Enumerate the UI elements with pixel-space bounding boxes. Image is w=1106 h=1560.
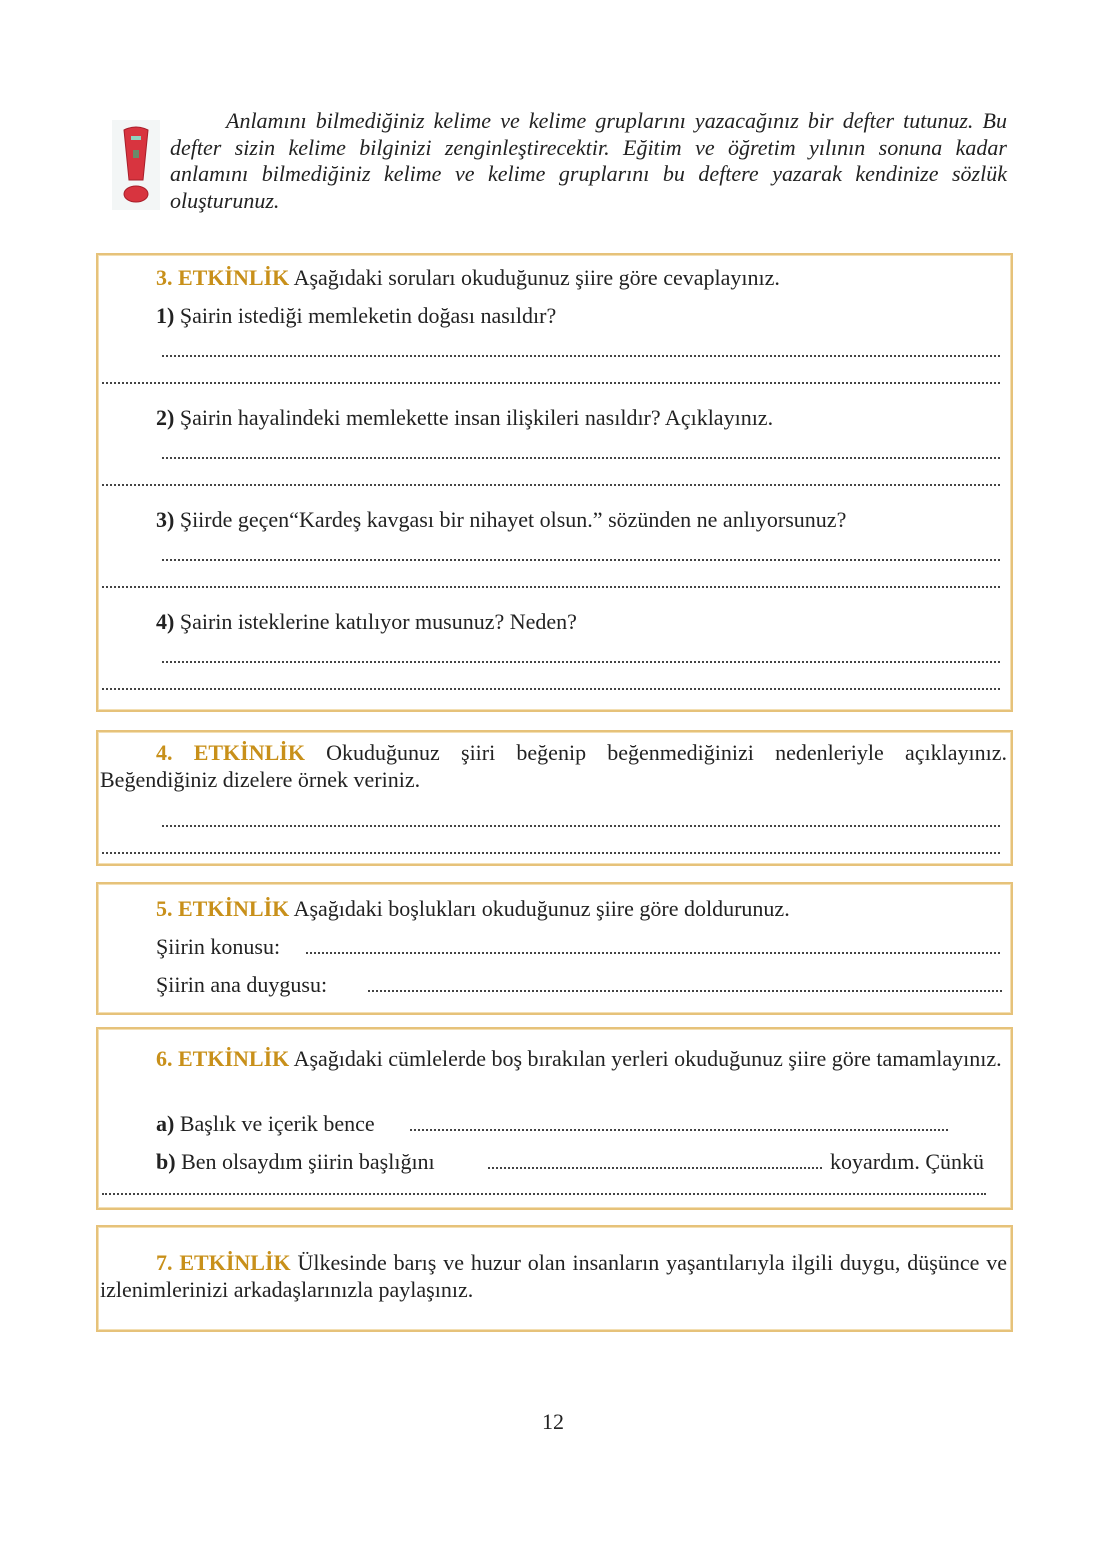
emotion-field[interactable] [368, 990, 1002, 992]
item-b [156, 1149, 435, 1175]
activity-7-heading [100, 1250, 1007, 1303]
topic-field[interactable] [306, 952, 1000, 954]
activity-label: 3. ETKİNLİK [156, 265, 290, 290]
answer-line[interactable] [102, 1193, 986, 1195]
question-number: 2) [156, 405, 175, 430]
question-text: Şiirde geçen“Kardeş kavgası bir nihayet olsun.” sözünden ne anlıyorsunuz? [179, 507, 847, 532]
item-text: Ben olsaydım şiirin başlığını [181, 1149, 435, 1174]
question-number: 1) [156, 303, 175, 328]
item-text: Başlık ve içerik bence [179, 1111, 375, 1136]
activity-instruction: Ülkesinde barış ve huzur olan insanların yaşantılarıyla ilgili duygu, düşünce ve izlenimlerinizi arkadaşlarınızla paylaşınız. [100, 1250, 1007, 1302]
activity-5-box [96, 882, 1013, 1015]
activity-5-heading [156, 896, 790, 922]
question-3 [156, 507, 846, 533]
question-number: 4) [156, 609, 175, 634]
answer-line[interactable] [488, 1167, 822, 1169]
topic-label: Şiirin konusu: [156, 934, 281, 959]
activity-instruction: Aşağıdaki boşlukları okuduğunuz şiire göre doldurunuz. [293, 896, 790, 921]
activity-label: 7. ETKİNLİK [156, 1250, 291, 1275]
question-text: Şairin istediği memleketin doğası nasıldır? [179, 303, 557, 328]
answer-line[interactable] [162, 825, 1000, 827]
answer-line[interactable] [102, 586, 1000, 588]
answer-line[interactable] [162, 355, 1000, 357]
page-number: 12 [542, 1409, 564, 1434]
question-2 [156, 405, 773, 431]
exclamation-icon [112, 120, 160, 210]
answer-line[interactable] [162, 457, 1000, 459]
question-text: Şairin isteklerine katılıyor musunuz? Neden? [179, 609, 577, 634]
answer-line[interactable] [162, 559, 1000, 561]
question-4 [156, 609, 577, 635]
activity-instruction: Aşağıdaki soruları okuduğunuz şiire göre cevaplayınız. [293, 265, 780, 290]
answer-line[interactable] [102, 484, 1000, 486]
answer-line[interactable] [410, 1129, 948, 1131]
activity-4-box [96, 730, 1013, 866]
answer-line[interactable] [102, 852, 1000, 854]
answer-line[interactable] [102, 382, 1000, 384]
item-a [156, 1111, 375, 1137]
item-b-end: koyardım. Çünkü [830, 1149, 984, 1174]
answer-line[interactable] [162, 661, 1000, 663]
activity-label: 6. ETKİNLİK [156, 1046, 290, 1071]
question-number: 3) [156, 507, 175, 532]
answer-line[interactable] [102, 688, 1000, 690]
activity-label: 5. ETKİNLİK [156, 896, 290, 921]
activity-6-box [96, 1027, 1013, 1210]
info-note [170, 108, 1007, 214]
activity-3-box [96, 253, 1013, 712]
activity-6-heading [100, 1046, 1007, 1073]
question-text: Şairin hayalindeki memlekette insan ilişkileri nasıldır? Açıklayınız. [179, 405, 774, 430]
question-1 [156, 303, 556, 329]
activity-instruction: Okuduğunuz şiiri beğenip beğenmediğinizi nedenleriyle açıklayınız. Beğendiğiniz dizelere örnek veriniz. [100, 740, 1007, 792]
item-letter: a) [156, 1111, 175, 1136]
activity-7-box [96, 1225, 1013, 1332]
emotion-label: Şiirin ana duygusu: [156, 972, 328, 997]
activity-instruction: Aşağıdaki cümlelerde boş bırakılan yerleri okuduğunuz şiire göre tamamlayınız. [293, 1046, 1002, 1071]
activity-4-heading [100, 740, 1007, 793]
activity-3-heading [156, 265, 780, 291]
note-text: Anlamını bilmediğiniz kelime ve kelime gruplarını yazacağınız bir defter tutunuz. Bu defter sizin kelime bilginizi zenginleştirecektir. Eğitim ve öğretim yılının sonuna kadar anlamını bilmediğiniz kelime ve kelime gruplarını bu deftere yazarak kendinize sözlük oluşturunuz. [170, 108, 1007, 213]
item-letter: b) [156, 1149, 176, 1174]
activity-label: 4. ETKİNLİK [156, 740, 305, 765]
